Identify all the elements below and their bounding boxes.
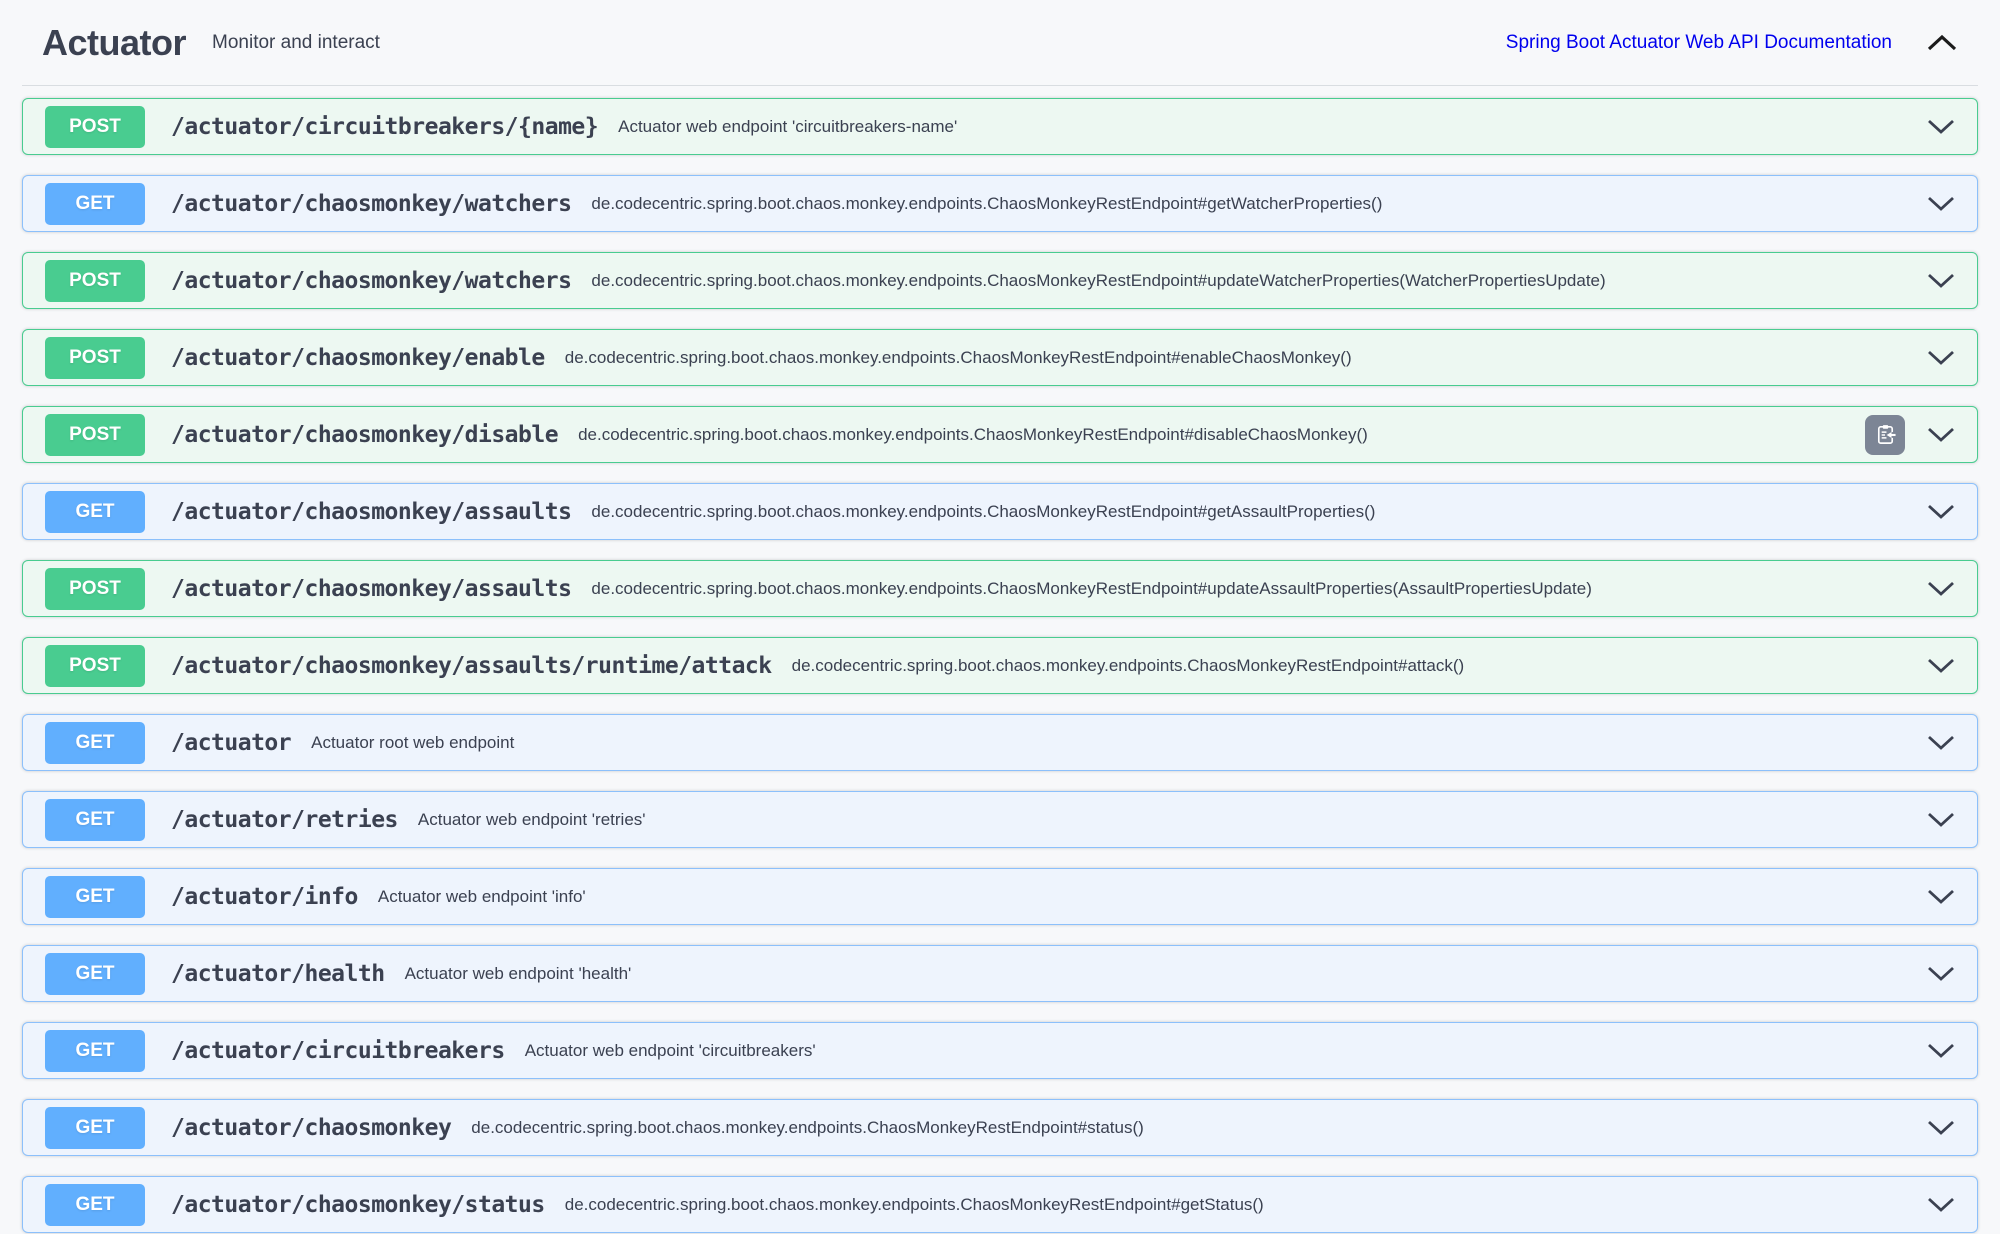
endpoint-path: /actuator/retries — [171, 806, 398, 833]
endpoint-path: /actuator/chaosmonkey/watchers — [171, 190, 572, 217]
method-badge: POST — [45, 645, 145, 687]
endpoint-path: /actuator/chaosmonkey/enable — [171, 344, 545, 371]
endpoint-path: /actuator/chaosmonkey — [171, 1114, 452, 1141]
method-badge: POST — [45, 337, 145, 379]
endpoint-row[interactable] — [22, 560, 1978, 617]
endpoint-row[interactable] — [22, 1099, 1978, 1156]
endpoint-row[interactable] — [22, 175, 1978, 232]
endpoint-description: de.codecentric.spring.boot.chaos.monkey.endpoints.ChaosMonkeyRestEndpoint#getAssaultProperties() — [591, 501, 1376, 521]
chevron-down-icon — [1927, 812, 1955, 828]
method-badge: GET — [45, 799, 145, 841]
expand-row-button[interactable] — [1927, 889, 1955, 905]
method-badge: GET — [45, 1107, 145, 1149]
method-badge: POST — [45, 414, 145, 456]
chevron-down-icon — [1927, 581, 1955, 597]
endpoint-path: /actuator/chaosmonkey/assaults — [171, 575, 572, 602]
endpoint-description: Actuator web endpoint 'circuitbreakers-name' — [618, 116, 958, 136]
endpoint-path: /actuator/info — [171, 883, 358, 910]
method-badge: GET — [45, 1184, 145, 1226]
endpoint-description: de.codecentric.spring.boot.chaos.monkey.endpoints.ChaosMonkeyRestEndpoint#getStatus() — [564, 1194, 1264, 1214]
chevron-down-icon — [1927, 1120, 1955, 1136]
endpoint-row[interactable] — [22, 483, 1978, 540]
endpoint-description: de.codecentric.spring.boot.chaos.monkey.endpoints.ChaosMonkeyRestEndpoint#attack() — [791, 655, 1465, 675]
endpoint-row[interactable] — [22, 1176, 1978, 1233]
endpoint-row[interactable] — [22, 868, 1978, 925]
chevron-down-icon — [1927, 273, 1955, 289]
expand-row-button[interactable] — [1927, 1120, 1955, 1136]
expand-row-button[interactable] — [1927, 581, 1955, 597]
expand-row-button[interactable] — [1927, 119, 1955, 135]
endpoint-row[interactable] — [22, 329, 1978, 386]
section-divider — [22, 85, 1978, 86]
endpoint-path: /actuator — [171, 729, 292, 756]
method-badge: GET — [45, 183, 145, 225]
method-badge: POST — [45, 106, 145, 148]
method-badge: GET — [45, 876, 145, 918]
chevron-up-icon — [1926, 34, 1958, 52]
endpoint-description: de.codecentric.spring.boot.chaos.monkey.endpoints.ChaosMonkeyRestEndpoint#disableChaosMonkey() — [578, 424, 1368, 444]
endpoint-description: de.codecentric.spring.boot.chaos.monkey.endpoints.ChaosMonkeyRestEndpoint#enableChaosMonkey() — [564, 347, 1352, 367]
endpoint-row[interactable] — [22, 1022, 1978, 1079]
chevron-down-icon — [1927, 735, 1955, 751]
endpoint-path: /actuator/circuitbreakers/{name} — [171, 113, 599, 140]
endpoint-path: /actuator/chaosmonkey/disable — [171, 421, 559, 448]
chevron-down-icon — [1927, 658, 1955, 674]
page-title: Actuator — [42, 22, 187, 63]
copy-to-clipboard-button[interactable] — [1865, 415, 1905, 455]
endpoint-description: de.codecentric.spring.boot.chaos.monkey.endpoints.ChaosMonkeyRestEndpoint#status() — [471, 1117, 1144, 1137]
chevron-down-icon — [1927, 1043, 1955, 1059]
expand-row-button[interactable] — [1927, 1197, 1955, 1213]
endpoint-row[interactable] — [22, 406, 1978, 463]
endpoint-path: /actuator/chaosmonkey/watchers — [171, 267, 572, 294]
endpoint-row[interactable] — [22, 637, 1978, 694]
method-badge: GET — [45, 722, 145, 764]
endpoint-path: /actuator/circuitbreakers — [171, 1037, 505, 1064]
method-badge: POST — [45, 260, 145, 302]
endpoint-row[interactable] — [22, 714, 1978, 771]
expand-row-button[interactable] — [1927, 658, 1955, 674]
chevron-down-icon — [1927, 350, 1955, 366]
expand-row-button[interactable] — [1927, 350, 1955, 366]
section-header — [0, 0, 2000, 64]
endpoint-row[interactable] — [22, 791, 1978, 848]
endpoint-description: Actuator web endpoint 'circuitbreakers' — [524, 1040, 816, 1060]
endpoint-description: Actuator web endpoint 'health' — [404, 963, 632, 983]
expand-row-button[interactable] — [1927, 427, 1955, 443]
expand-row-button[interactable] — [1927, 1043, 1955, 1059]
chevron-down-icon — [1927, 1197, 1955, 1213]
chevron-down-icon — [1927, 504, 1955, 520]
endpoint-description: Actuator web endpoint 'info' — [377, 886, 586, 906]
endpoint-description: Actuator root web endpoint — [311, 732, 515, 752]
endpoint-description: de.codecentric.spring.boot.chaos.monkey.endpoints.ChaosMonkeyRestEndpoint#updateAssaultProperties(AssaultPropertiesUpdate) — [591, 578, 1592, 598]
endpoint-path: /actuator/chaosmonkey/status — [171, 1191, 545, 1218]
endpoint-row[interactable] — [22, 98, 1978, 155]
chevron-down-icon — [1927, 196, 1955, 212]
expand-row-button[interactable] — [1927, 273, 1955, 289]
endpoint-path: /actuator/chaosmonkey/assaults — [171, 498, 572, 525]
method-badge: GET — [45, 491, 145, 533]
expand-row-button[interactable] — [1927, 735, 1955, 751]
page-subtitle: Monitor and interact — [212, 32, 380, 53]
endpoint-path: /actuator/chaosmonkey/assaults/runtime/attack — [171, 652, 772, 679]
endpoint-row[interactable] — [22, 945, 1978, 1002]
method-badge: POST — [45, 568, 145, 610]
chevron-down-icon — [1927, 427, 1955, 443]
endpoint-description: de.codecentric.spring.boot.chaos.monkey.endpoints.ChaosMonkeyRestEndpoint#updateWatcherProperties(WatcherPropertiesUpdate) — [591, 270, 1606, 290]
header-right — [1506, 32, 1958, 54]
expand-row-button[interactable] — [1927, 196, 1955, 212]
collapse-section-button[interactable] — [1926, 34, 1958, 52]
endpoint-description: de.codecentric.spring.boot.chaos.monkey.endpoints.ChaosMonkeyRestEndpoint#getWatcherProperties() — [591, 193, 1383, 213]
endpoint-description: Actuator web endpoint 'retries' — [417, 809, 646, 829]
endpoint-row[interactable] — [22, 252, 1978, 309]
method-badge: GET — [45, 1030, 145, 1072]
endpoint-path: /actuator/health — [171, 960, 385, 987]
chevron-down-icon — [1927, 119, 1955, 135]
expand-row-button[interactable] — [1927, 966, 1955, 982]
api-documentation-link[interactable]: Spring Boot Actuator Web API Documentation — [1505, 32, 1892, 53]
endpoint-list — [22, 98, 1978, 1233]
clipboard-copy-icon — [1874, 423, 1897, 446]
expand-row-button[interactable] — [1927, 504, 1955, 520]
expand-row-button[interactable] — [1927, 812, 1955, 828]
chevron-down-icon — [1927, 889, 1955, 905]
method-badge: GET — [45, 953, 145, 995]
chevron-down-icon — [1927, 966, 1955, 982]
